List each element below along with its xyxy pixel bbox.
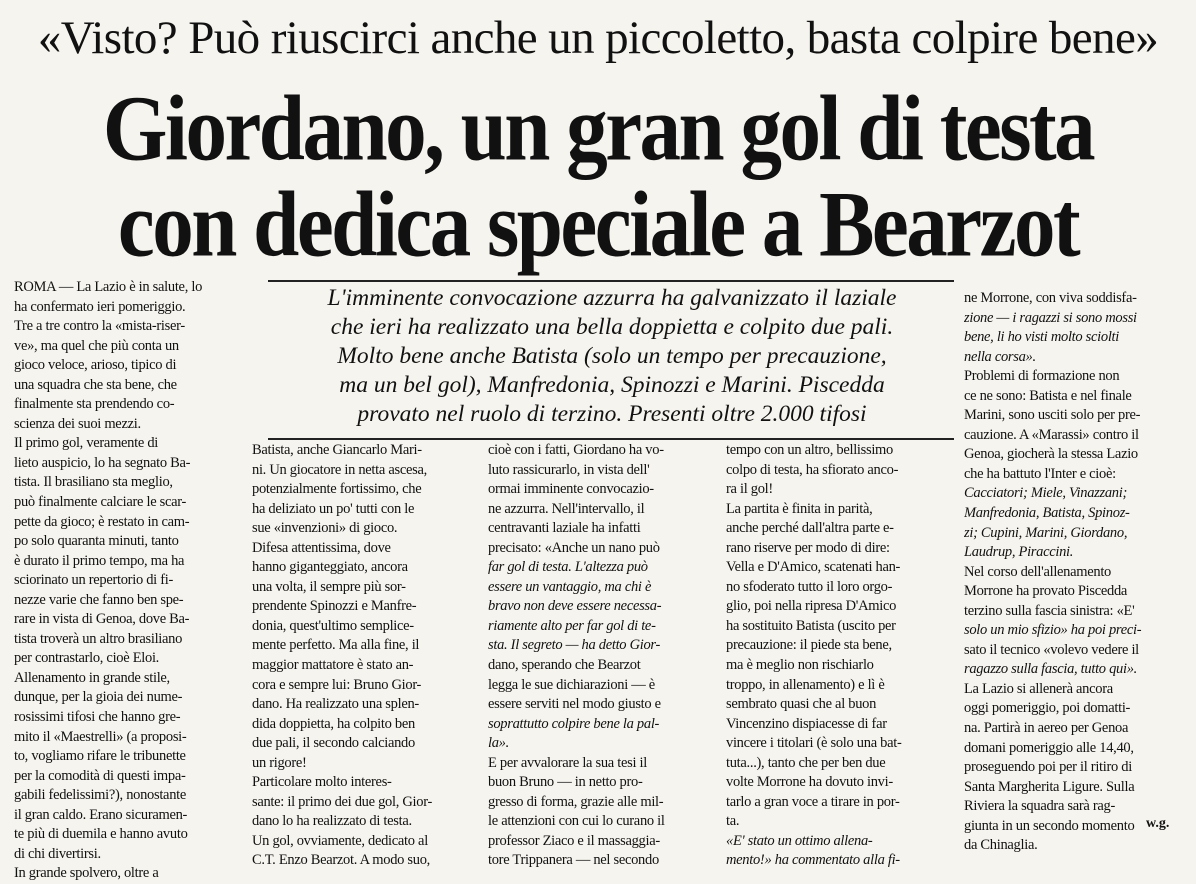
- text-line: hanno giganteggiato, ancora: [252, 559, 408, 576]
- text-line: tore Trippanera — nel secondo: [488, 852, 659, 869]
- text-line: precauzione: il piede sta bene,: [726, 637, 892, 654]
- text-line: sante: il primo dei due gol, Gior-: [252, 793, 432, 810]
- text-line: può finalmente calciare le scar-: [14, 494, 187, 511]
- text-line: è durato il primo tempo, ma ha: [14, 552, 185, 569]
- text-line: Morrone ha provato Piscedda: [964, 583, 1128, 600]
- text-line: Genoa, giocherà la stessa Lazio: [964, 446, 1138, 463]
- body-column-5: [964, 289, 1190, 856]
- text-line: precisato: «Anche un nano può: [488, 539, 660, 556]
- text-line: bravo non deve essere necessa-: [488, 598, 662, 615]
- text-line: na. Partirà in aereo per Genoa: [964, 720, 1129, 737]
- text-line: legga le sue dichiarazioni — è: [488, 676, 655, 693]
- body-column-1: [14, 278, 246, 884]
- body-column-4: [726, 441, 954, 871]
- text-line: ha deliziato un po' tutti con le: [252, 500, 415, 517]
- text-line: dano lo ha realizzato di testa.: [252, 813, 412, 830]
- text-line: per contrastarlo, cioè Eloi.: [14, 650, 159, 667]
- text-line: Il primo gol, veramente di: [14, 435, 159, 452]
- text-line: la».: [488, 735, 509, 752]
- text-line: terzino sulla fascia sinistra: «E': [964, 602, 1135, 619]
- text-line: ha confermato ieri pomeriggio.: [14, 298, 186, 315]
- text-line: zi; Cupini, Marini, Giordano,: [964, 524, 1128, 541]
- byline: w.g.: [1146, 816, 1170, 831]
- text-line: essere un vantaggio, ma chi è: [488, 578, 652, 595]
- summary-line: provato nel ruolo di terzino. Presenti oltre 2.000 tifosi: [357, 401, 867, 427]
- text-line: Batista, anche Giancarlo Mari-: [252, 442, 422, 458]
- summary-box: [276, 284, 948, 429]
- text-line: scienza dei suoi mezzi.: [14, 415, 141, 432]
- text-line: mente perfetto. Ma alla fine, il: [252, 637, 420, 654]
- text-line: ve», ma quel che più conta un: [14, 337, 179, 354]
- text-line: gabili fedelissimi?), nonostante: [14, 787, 187, 804]
- text-line: zione — i ragazzi si sono mossi: [964, 309, 1137, 326]
- text-line: ma è meglio non rischiarlo: [726, 657, 874, 674]
- text-line: tempo con un altro, bellissimo: [726, 442, 893, 458]
- text-line: nella corsa».: [964, 348, 1036, 365]
- text-line: dunque, per la gioia dei nume-: [14, 689, 183, 706]
- text-line: buon Bruno — in netto pro-: [488, 774, 643, 791]
- text-line: tista troverà un altro brasiliano: [14, 630, 183, 647]
- text-line: ra il gol!: [726, 481, 773, 498]
- text-line: troppo, in allenamento) e lì è: [726, 676, 885, 693]
- text-line: to, vogliamo rifare le tribunette: [14, 748, 186, 765]
- summary-line: ma un bel gol), Manfredonia, Spinozzi e Marini. Piscedda: [339, 372, 885, 398]
- text-line: le attenzioni con cui lo curano il: [488, 813, 665, 830]
- text-line: cauzione. A «Marassi» contro il: [964, 426, 1139, 443]
- text-line: proseguendo poi per il ritiro di: [964, 759, 1132, 776]
- text-line: anche perché dall'altra parte e-: [726, 520, 894, 537]
- text-line: ne azzurra. Nell'intervallo, il: [488, 500, 645, 517]
- text-line: vincere i titolari (è solo una bat-: [726, 735, 902, 752]
- text-line: domani pomeriggio alle 14,40,: [964, 739, 1134, 756]
- text-line: per la comodità di questi impa-: [14, 767, 186, 784]
- text-line: In grande spolvero, oltre a: [14, 865, 159, 882]
- text-line: rare in vista di Genoa, dove Ba-: [14, 611, 190, 628]
- text-line: rosissimi tifosi che hanno gre-: [14, 709, 181, 726]
- text-line: sembrato quasi che al buon: [726, 696, 877, 713]
- text-line: «E' stato un ottimo allena-: [726, 832, 873, 849]
- text-line: Problemi di formazione non: [964, 368, 1120, 385]
- text-line: po solo quaranta minuti, tanto: [14, 533, 179, 550]
- text-line: tuta...), tanto che per ben due: [726, 754, 886, 771]
- text-line: Laudrup, Piraccini.: [964, 544, 1074, 561]
- text-line: sta. Il segreto — ha detto Gior-: [488, 637, 661, 654]
- text-line: di chi divertirsi.: [14, 845, 101, 862]
- text-line: una volta, il sempre più sor-: [252, 578, 406, 595]
- summary-line: Molto bene anche Batista (solo un tempo per precauzione,: [337, 343, 887, 369]
- text-line: luto rassicurarlo, in vista dell': [488, 461, 650, 478]
- text-line: tarlo a gran voce a tirare in por-: [726, 793, 900, 810]
- text-line: ta.: [726, 813, 740, 830]
- text-line: Riviera la squadra sarà rag-: [964, 798, 1116, 815]
- text-line: mito il «Maestrelli» (a proposi-: [14, 728, 187, 745]
- text-line: oggi pomeriggio, poi domatti-: [964, 700, 1131, 717]
- text-line: due pali, il secondo calciando: [252, 735, 415, 752]
- text-line: te più di duemila e hanno avuto: [14, 826, 188, 843]
- text-line: ha sostituito Batista (uscito per: [726, 617, 896, 634]
- text-line: Allenamento in grande stile,: [14, 669, 170, 686]
- body-column-2: [252, 441, 482, 871]
- text-line: Un gol, ovviamente, dedicato al: [252, 832, 428, 849]
- text-line: dida doppietta, ha colpito ben: [252, 715, 415, 732]
- text-line: cora e sempre lui: Bruno Gior-: [252, 676, 422, 693]
- text-line: pette da gioco; è restato in cam-: [14, 513, 190, 530]
- text-line: ce ne sono: Batista e nel finale: [964, 387, 1132, 404]
- text-line: Vella e D'Amico, scatenati han-: [726, 559, 901, 576]
- text-line: Particolare molto interes-: [252, 774, 392, 791]
- text-line: essere serviti nel modo giusto e: [488, 696, 661, 713]
- kicker-quote: «Visto? Può riuscirci anche un piccoletto, basta colpire bene»: [37, 12, 1159, 64]
- text-line: dano, sperando che Bearzot: [488, 657, 641, 674]
- text-line: lieto auspicio, lo ha segnato Ba-: [14, 454, 191, 471]
- summary-top-rule: [268, 280, 954, 282]
- text-line: tista. Il brasiliano sta meglio,: [14, 474, 173, 491]
- text-line: La Lazio si allenerà ancora: [964, 680, 1113, 697]
- text-line: Difesa attentissima, dove: [252, 539, 391, 556]
- text-line: E per avvalorare la sua tesi il: [488, 754, 647, 771]
- text-line: solo un mio sfizio» ha poi preci-: [964, 622, 1142, 639]
- text-line: gioco veloce, arioso, tipico di: [14, 357, 177, 374]
- text-line: professor Ziaco e il massaggia-: [488, 832, 660, 849]
- text-line: finalmente sta prendendo co-: [14, 396, 175, 413]
- text-line: colpo di testa, ha sfiorato anco-: [726, 461, 899, 478]
- summary-line: che ieri ha realizzato una bella doppietta e colpito due pali.: [330, 314, 894, 340]
- text-line: mento!» ha commentato alla fi-: [726, 852, 900, 869]
- body-column-3: [488, 441, 720, 871]
- text-line: un rigore!: [252, 754, 307, 771]
- text-line: prendente Spinozzi e Manfre-: [252, 598, 417, 615]
- summary-bottom-rule: [268, 438, 954, 440]
- text-line: cioè con i fatti, Giordano ha vo-: [488, 442, 664, 458]
- text-line: Vincenzino dispiacesse di far: [726, 715, 887, 732]
- text-line: che ha battuto l'Inter e cioè:: [964, 465, 1116, 482]
- text-line: no sfoderato tutto il loro orgo-: [726, 578, 893, 595]
- text-line: Tre a tre contro la «mista-riser-: [14, 318, 185, 335]
- text-line: maggior mattatore è stato an-: [252, 657, 414, 674]
- text-line: sue «invenzioni» di gioco.: [252, 520, 398, 537]
- text-line: Santa Margherita Ligure. Sulla: [964, 778, 1135, 795]
- text-line: volte Morrone ha dovuto invi-: [726, 774, 893, 791]
- text-line: Cacciatori; Miele, Vinazzani;: [964, 485, 1127, 502]
- text-line: riamente alto per far gol di te-: [488, 617, 656, 634]
- text-line: Nel corso dell'allenamento: [964, 563, 1112, 580]
- text-line: donia, quest'ultimo semplice-: [252, 617, 414, 634]
- text-line: bene, li ho visti molto sciolti: [964, 329, 1120, 346]
- text-line: ni. Un giocatore in netta ascesa,: [252, 461, 427, 478]
- text-line: glio, poi nella ripresa D'Amico: [726, 598, 897, 615]
- text-line: una squadra che sta bene, che: [14, 376, 177, 393]
- text-line: La partita è finita in parità,: [726, 500, 873, 517]
- text-line: ormai imminente convocazio-: [488, 481, 654, 498]
- text-line: rano riserve per modo di dire:: [726, 539, 890, 556]
- text-line: da Chinaglia.: [964, 837, 1038, 854]
- text-line: ROMA — La Lazio è in salute, lo: [14, 279, 203, 295]
- text-line: ne Morrone, con viva soddisfa-: [964, 290, 1137, 306]
- text-line: gresso di forma, grazie alle mil-: [488, 793, 664, 810]
- text-line: dano. Ha realizzato una splen-: [252, 696, 419, 713]
- text-line: C.T. Enzo Bearzot. A modo suo,: [252, 852, 430, 869]
- text-line: sato il tecnico «volevo vedere il: [964, 641, 1139, 658]
- text-line: il gran caldo. Erano sicuramen-: [14, 806, 188, 823]
- text-line: ragazzo sulla fascia, tutto qui».: [964, 661, 1137, 678]
- text-line: potenzialmente fortissimo, che: [252, 481, 422, 498]
- summary-line: L'imminente convocazione azzurra ha galvanizzato il laziale: [327, 285, 897, 311]
- text-line: Manfredonia, Batista, Spinoz-: [964, 505, 1130, 522]
- text-line: far gol di testa. L'altezza può: [488, 559, 648, 576]
- headline-line-2: con dedica speciale a Bearzot: [117, 172, 1079, 276]
- text-line: centravanti laziale ha infatti: [488, 520, 641, 537]
- text-line: soprattutto colpire bene la pal-: [488, 715, 660, 732]
- text-line: sciorinato un repertorio di fi-: [14, 572, 174, 589]
- text-line: nezze varie che fanno ben spe-: [14, 591, 184, 608]
- headline-line-1: Giordano, un gran gol di testa: [102, 76, 1094, 180]
- text-line: giunta in un secondo momento: [964, 817, 1135, 834]
- text-line: Marini, sono usciti solo per pre-: [964, 407, 1141, 424]
